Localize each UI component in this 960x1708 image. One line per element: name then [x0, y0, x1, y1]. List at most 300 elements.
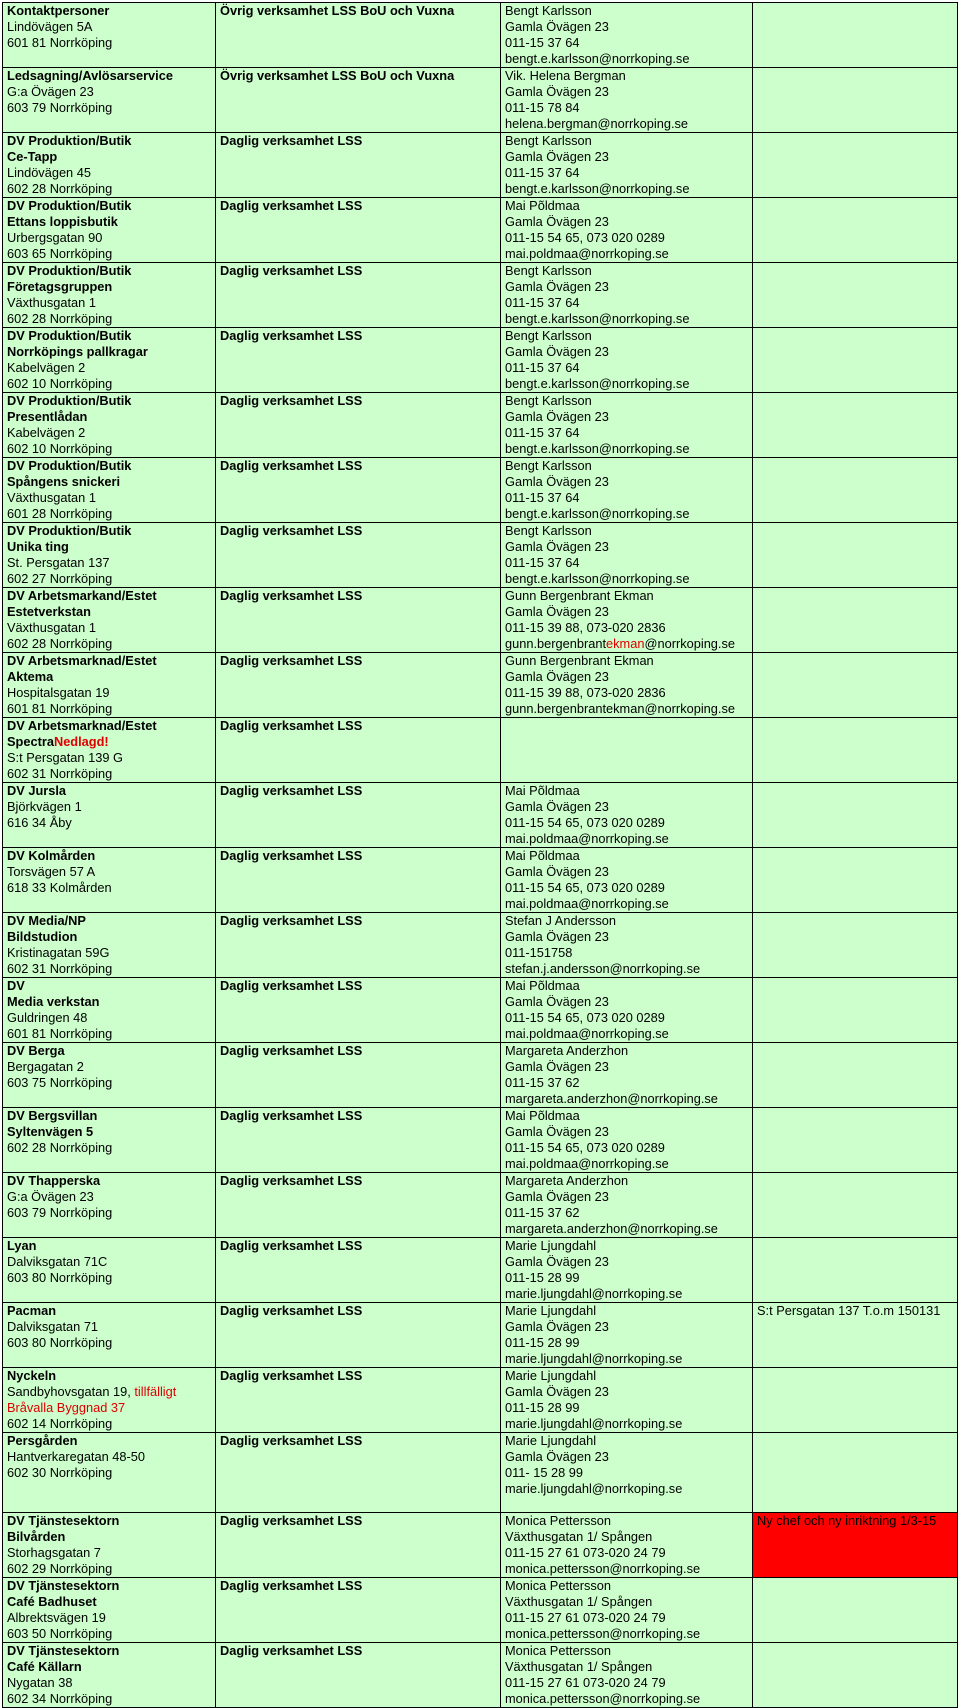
- verksamhet-label: Daglig verksamhet LSS: [220, 1173, 363, 1188]
- verksamhet-cell: [216, 1108, 501, 1173]
- contact-line: bengt.e.karlsson@norrkoping.se: [505, 311, 690, 326]
- unit-text: Kontaktpersoner: [7, 3, 110, 18]
- unit-address-line: [7, 571, 211, 587]
- contact-line: 011-151758: [505, 945, 573, 960]
- unit-text: 602 28 Norrköping: [7, 311, 113, 326]
- unit-address-line: [7, 1626, 211, 1642]
- table-row: [3, 1303, 958, 1368]
- contact-cell: [501, 198, 753, 263]
- contact-cell: [501, 718, 753, 783]
- contact-cell: [501, 783, 753, 848]
- unit-text: 603 75 Norrköping: [7, 1075, 113, 1090]
- unit-text: 602 28 Norrköping: [7, 181, 113, 196]
- unit-address-line: [7, 766, 211, 782]
- contact-line: 011-15 54 65, 073 020 0289: [505, 815, 665, 830]
- unit-address-line: [7, 100, 211, 116]
- unit-text: 601 81 Norrköping: [7, 701, 113, 716]
- unit-text: Bildstudion: [7, 929, 78, 944]
- contact-line: marie.ljungdahl@norrkoping.se: [505, 1286, 683, 1301]
- contact-line: Monica Pettersson: [505, 1643, 611, 1658]
- verksamhet-cell: [216, 1043, 501, 1108]
- contact-line: mai.poldmaa@norrkoping.se: [505, 831, 669, 846]
- unit-cell: [3, 1108, 216, 1173]
- unit-text: Lyan: [7, 1238, 37, 1253]
- table-row: [3, 653, 958, 718]
- unit-address-line: [7, 1319, 211, 1335]
- contact-line: 011-15 54 65, 073 020 0289: [505, 1010, 665, 1025]
- contact-line: helena.bergman@norrkoping.se: [505, 116, 689, 131]
- note-cell: [753, 1303, 958, 1368]
- unit-text: Bilvården: [7, 1529, 66, 1544]
- unit-address-line: [7, 441, 211, 457]
- contact-line: Gamla Övägen 23: [505, 1059, 609, 1074]
- unit-text: 602 34 Norrköping: [7, 1691, 113, 1706]
- unit-name: [7, 1303, 211, 1319]
- contact-line: Gamla Övägen 23: [505, 669, 609, 684]
- verksamhet-label: Daglig verksamhet LSS: [220, 1238, 363, 1253]
- unit-name: [7, 409, 211, 425]
- unit-text: Urbergsgatan 90: [7, 230, 103, 245]
- contact-line: Marie Ljungdahl: [505, 1368, 597, 1383]
- contact-line: 011-15 37 62: [505, 1205, 580, 1220]
- contact-line: Växthusgatan 1/ Spången: [505, 1594, 653, 1609]
- contact-cell: [501, 458, 753, 523]
- unit-text: Nygatan 38: [7, 1675, 73, 1690]
- unit-address-line: [7, 490, 211, 506]
- contact-line: Monica Pettersson: [505, 1578, 611, 1593]
- contact-line: Monica Pettersson: [505, 1513, 611, 1528]
- unit-address-line: [7, 945, 211, 961]
- unit-name: [7, 1513, 211, 1529]
- unit-text: 602 14 Norrköping: [7, 1416, 113, 1431]
- contact-cell: [501, 1043, 753, 1108]
- unit-name: [7, 604, 211, 620]
- contact-cell: [501, 263, 753, 328]
- contact-table: [2, 2, 958, 1708]
- unit-text: DV Produktion/Butik: [7, 458, 132, 473]
- verksamhet-cell: [216, 1238, 501, 1303]
- verksamhet-cell: [216, 588, 501, 653]
- table-row: [3, 328, 958, 393]
- contact-line: Gamla Övägen 23: [505, 344, 609, 359]
- table-row: [3, 1173, 958, 1238]
- note-text: S:t Persgatan 137 T.o.m 150131: [757, 1303, 941, 1318]
- table-row: [3, 1368, 958, 1433]
- contact-line: mai.poldmaa@norrkoping.se: [505, 896, 669, 911]
- unit-cell: [3, 1578, 216, 1643]
- unit-cell: [3, 3, 216, 68]
- contact-line: 011-15 37 62: [505, 1075, 580, 1090]
- contact-cell: [501, 1108, 753, 1173]
- verksamhet-label: Daglig verksamhet LSS: [220, 1043, 363, 1058]
- verksamhet-cell: [216, 458, 501, 523]
- unit-name: [7, 1643, 211, 1659]
- note-cell: [753, 523, 958, 588]
- contact-line: Mai Põldmaa: [505, 783, 580, 798]
- table-row: [3, 3, 958, 68]
- note-cell: [753, 1238, 958, 1303]
- contact-line: 011-15 54 65, 073 020 0289: [505, 230, 665, 245]
- unit-text: 602 31 Norrköping: [7, 766, 113, 781]
- note-cell: [753, 1643, 958, 1708]
- verksamhet-cell: [216, 68, 501, 133]
- unit-text: Växthusgatan 1: [7, 295, 96, 310]
- unit-text: Norrköpings pallkragar: [7, 344, 148, 359]
- contact-line: Mai Põldmaa: [505, 198, 580, 213]
- note-text: Ny chef och ny inriktning 1/3-15: [757, 1513, 937, 1528]
- note-cell: [753, 718, 958, 783]
- table-row: [3, 1578, 958, 1643]
- unit-name: [7, 1124, 211, 1140]
- unit-text: 616 34 Åby: [7, 815, 72, 830]
- verksamhet-label: Daglig verksamhet LSS: [220, 1513, 363, 1528]
- unit-name: [7, 1433, 211, 1449]
- table-row: [3, 458, 958, 523]
- note-cell: [753, 1173, 958, 1238]
- unit-text: DV Tjänstesektorn: [7, 1643, 120, 1658]
- unit-address-line: [7, 360, 211, 376]
- unit-name: [7, 393, 211, 409]
- unit-text: Lindövägen 45: [7, 165, 91, 180]
- note-cell: [753, 198, 958, 263]
- verksamhet-cell: [216, 198, 501, 263]
- unit-address-line: [7, 1075, 211, 1091]
- unit-name: [7, 214, 211, 230]
- contact-line: Bengt Karlsson: [505, 133, 592, 148]
- verksamhet-label: Daglig verksamhet LSS: [220, 1303, 363, 1318]
- contact-line: margareta.anderzhon@norrkoping.se: [505, 1221, 718, 1236]
- verksamhet-cell: [216, 1173, 501, 1238]
- contact-cell: [501, 1578, 753, 1643]
- note-cell: [753, 848, 958, 913]
- unit-address-line: [7, 799, 211, 815]
- unit-name: [7, 68, 211, 84]
- unit-address-line: [7, 1400, 211, 1416]
- unit-text: 602 27 Norrköping: [7, 571, 113, 586]
- unit-text: 602 28 Norrköping: [7, 636, 113, 651]
- unit-address-line: [7, 181, 211, 197]
- note-cell: [753, 263, 958, 328]
- unit-text: DV Kolmården: [7, 848, 96, 863]
- unit-text: S:t Persgatan 139 G: [7, 750, 123, 765]
- unit-address-line: [7, 1254, 211, 1270]
- table-row: [3, 848, 958, 913]
- unit-text: 601 81 Norrköping: [7, 1026, 113, 1041]
- unit-name: [7, 1578, 211, 1594]
- unit-cell: [3, 1043, 216, 1108]
- unit-text: Växthusgatan 1: [7, 490, 96, 505]
- unit-address-line: [7, 1691, 211, 1707]
- contact-line: Gamla Övägen 23: [505, 149, 609, 164]
- unit-name: [7, 458, 211, 474]
- verksamhet-label: Daglig verksamhet LSS: [220, 653, 363, 668]
- note-cell: [753, 588, 958, 653]
- contact-line: Gamla Övägen 23: [505, 19, 609, 34]
- verksamhet-label: Daglig verksamhet LSS: [220, 393, 363, 408]
- unit-text: DV Jursla: [7, 783, 67, 798]
- unit-address-line: [7, 555, 211, 571]
- verksamhet-label: Daglig verksamhet LSS: [220, 588, 363, 603]
- verksamhet-cell: [216, 718, 501, 783]
- unit-text: DV Thapperska: [7, 1173, 101, 1188]
- contact-line: Gamla Övägen 23: [505, 539, 609, 554]
- table-row: [3, 133, 958, 198]
- verksamhet-label: Övrig verksamhet LSS BoU och Vuxna: [220, 3, 455, 18]
- contact-line: Gamla Övägen 23: [505, 84, 609, 99]
- unit-cell: [3, 588, 216, 653]
- contact-line: Gamla Övägen 23: [505, 409, 609, 424]
- contact-line: Gamla Övägen 23: [505, 604, 609, 619]
- contact-line: Gamla Övägen 23: [505, 1124, 609, 1139]
- unit-address-line: [7, 1416, 211, 1432]
- note-cell: [753, 393, 958, 458]
- table-row: [3, 68, 958, 133]
- unit-name: [7, 133, 211, 149]
- contact-line: Växthusgatan 1/ Spången: [505, 1659, 653, 1674]
- unit-text: Syltenvägen 5: [7, 1124, 94, 1139]
- unit-name: [7, 3, 211, 19]
- contact-line: Gamla Övägen 23: [505, 1254, 609, 1269]
- contact-cell: [501, 653, 753, 718]
- unit-text: Nyckeln: [7, 1368, 57, 1383]
- verksamhet-cell: [216, 978, 501, 1043]
- highlight-text: tillfälligt: [134, 1384, 177, 1399]
- unit-address-line: [7, 750, 211, 766]
- verksamhet-label: Daglig verksamhet LSS: [220, 1108, 363, 1123]
- table-row: [3, 1643, 958, 1708]
- contact-line: 011-15 28 99: [505, 1335, 580, 1350]
- unit-text: 601 81 Norrköping: [7, 35, 113, 50]
- verksamhet-label: Daglig verksamhet LSS: [220, 1643, 363, 1658]
- unit-text: 603 79 Norrköping: [7, 1205, 113, 1220]
- contact-line: Marie Ljungdahl: [505, 1303, 597, 1318]
- unit-text: 618 33 Kolmården: [7, 880, 112, 895]
- note-cell: [753, 3, 958, 68]
- verksamhet-cell: [216, 1368, 501, 1433]
- contact-line: Gamla Övägen 23: [505, 1319, 609, 1334]
- contact-line: Gamla Övägen 23: [505, 1384, 609, 1399]
- contact-line: monica.pettersson@norrkoping.se: [505, 1626, 701, 1641]
- contact-line: 011-15 37 64: [505, 35, 580, 50]
- unit-text: Media verkstan: [7, 994, 100, 1009]
- unit-address-line: [7, 1140, 211, 1156]
- contact-line: Gamla Övägen 23: [505, 474, 609, 489]
- unit-cell: [3, 1368, 216, 1433]
- unit-text: DV Berga: [7, 1043, 65, 1058]
- unit-text: G:a Övägen 23: [7, 84, 94, 99]
- unit-name: [7, 978, 211, 994]
- note-cell: [753, 1108, 958, 1173]
- unit-name: [7, 1238, 211, 1254]
- contact-line: 011- 15 28 99: [505, 1465, 584, 1480]
- contact-cell: [501, 913, 753, 978]
- unit-name: [7, 783, 211, 799]
- unit-name: [7, 1659, 211, 1675]
- contact-cell: [501, 978, 753, 1043]
- unit-name: [7, 848, 211, 864]
- verksamhet-cell: [216, 1578, 501, 1643]
- contact-line: monica.pettersson@norrkoping.se: [505, 1691, 701, 1706]
- unit-text: 602 29 Norrköping: [7, 1561, 113, 1576]
- unit-text: Sandbyhovsgatan 19,: [7, 1384, 135, 1399]
- verksamhet-label: Daglig verksamhet LSS: [220, 848, 363, 863]
- contact-line: bengt.e.karlsson@norrkoping.se: [505, 51, 690, 66]
- verksamhet-cell: [216, 1513, 501, 1578]
- unit-text: Växthusgatan 1: [7, 620, 96, 635]
- verksamhet-cell: [216, 523, 501, 588]
- unit-text: DV Produktion/Butik: [7, 523, 132, 538]
- unit-text: DV Bergsvillan: [7, 1108, 98, 1123]
- note-cell: [753, 458, 958, 523]
- contact-cell: [501, 1238, 753, 1303]
- note-cell: [753, 68, 958, 133]
- verksamhet-cell: [216, 848, 501, 913]
- table-row: [3, 1513, 958, 1578]
- unit-cell: [3, 393, 216, 458]
- contact-line: 011-15 27 61 073-020 24 79: [505, 1610, 666, 1625]
- unit-address-line: [7, 1384, 211, 1400]
- contact-line: 011-15 27 61 073-020 24 79: [505, 1545, 666, 1560]
- contact-line: 011-15 37 64: [505, 295, 580, 310]
- table-row: [3, 783, 958, 848]
- unit-text: 603 50 Norrköping: [7, 1626, 113, 1641]
- unit-text: DV Arbetsmarknad/Estet: [7, 718, 157, 733]
- unit-text: G:a Övägen 23: [7, 1189, 94, 1204]
- email-part: @norrkoping.se: [644, 636, 735, 651]
- unit-text: DV Arbetsmarknad/Estet: [7, 653, 157, 668]
- highlight-text: Nedlagd!: [53, 734, 109, 749]
- unit-text: DV Tjänstesektorn: [7, 1513, 120, 1528]
- contact-cell: [501, 393, 753, 458]
- unit-address-line: [7, 425, 211, 441]
- table-row: [3, 1043, 958, 1108]
- contact-cell: [501, 1173, 753, 1238]
- unit-address-line: [7, 636, 211, 652]
- note-cell: [753, 1433, 958, 1513]
- unit-cell: [3, 1303, 216, 1368]
- unit-text: Presentlådan: [7, 409, 88, 424]
- contact-email: [505, 636, 748, 652]
- unit-address-line: [7, 230, 211, 246]
- contact-line: Bengt Karlsson: [505, 263, 592, 278]
- verksamhet-label: Daglig verksamhet LSS: [220, 133, 363, 148]
- contact-cell: [501, 1368, 753, 1433]
- unit-text: Guldringen 48: [7, 1010, 88, 1025]
- contact-line: 011-15 54 65, 073 020 0289: [505, 880, 665, 895]
- unit-name: [7, 913, 211, 929]
- unit-cell: [3, 1513, 216, 1578]
- contact-line: 011-15 37 64: [505, 555, 580, 570]
- unit-text: 602 31 Norrköping: [7, 961, 113, 976]
- contact-line: Gamla Övägen 23: [505, 864, 609, 879]
- unit-text: Ettans loppisbutik: [7, 214, 118, 229]
- contact-cell: [501, 68, 753, 133]
- unit-text: DV Produktion/Butik: [7, 393, 132, 408]
- unit-text: Kabelvägen 2: [7, 425, 86, 440]
- unit-cell: [3, 133, 216, 198]
- verksamhet-cell: [216, 653, 501, 718]
- contact-line: 011-15 39 88, 073-020 2836: [505, 685, 666, 700]
- contact-table-body: [3, 3, 958, 1708]
- contact-line: Bengt Karlsson: [505, 328, 592, 343]
- unit-text: St. Persgatan 137: [7, 555, 110, 570]
- unit-address-line: [7, 701, 211, 717]
- contact-line: mai.poldmaa@norrkoping.se: [505, 246, 669, 261]
- table-row: [3, 1433, 958, 1513]
- contact-line: mai.poldmaa@norrkoping.se: [505, 1026, 669, 1041]
- unit-name: [7, 929, 211, 945]
- unit-address-line: [7, 35, 211, 51]
- contact-cell: [501, 1643, 753, 1708]
- unit-text: Albrektsvägen 19: [7, 1610, 106, 1625]
- unit-name: [7, 669, 211, 685]
- contact-line: bengt.e.karlsson@norrkoping.se: [505, 506, 690, 521]
- contact-line: Gamla Övägen 23: [505, 1189, 609, 1204]
- unit-address-line: [7, 165, 211, 181]
- unit-text: Hantverkaregatan 48-50: [7, 1449, 146, 1464]
- verksamhet-cell: [216, 783, 501, 848]
- unit-text: Dalviksgatan 71C: [7, 1254, 108, 1269]
- verksamhet-label: Daglig verksamhet LSS: [220, 913, 363, 928]
- note-cell: [753, 913, 958, 978]
- contact-line: Marie Ljungdahl: [505, 1238, 597, 1253]
- note-cell: [753, 783, 958, 848]
- unit-text: 602 10 Norrköping: [7, 441, 113, 456]
- unit-name: [7, 734, 211, 750]
- contact-line: 011-15 37 64: [505, 360, 580, 375]
- contact-line: Mai Põldmaa: [505, 848, 580, 863]
- table-row: [3, 198, 958, 263]
- unit-text: Ce-Tapp: [7, 149, 58, 164]
- verksamhet-label: Daglig verksamhet LSS: [220, 783, 363, 798]
- unit-address-line: [7, 1026, 211, 1042]
- unit-text: Lindövägen 5A: [7, 19, 93, 34]
- verksamhet-label: Daglig verksamhet LSS: [220, 1368, 363, 1383]
- unit-text: DV Produktion/Butik: [7, 263, 132, 278]
- verksamhet-cell: [216, 133, 501, 198]
- contact-line: Gamla Övägen 23: [505, 279, 609, 294]
- unit-text: Spectra: [7, 734, 54, 749]
- note-cell: [753, 1513, 958, 1578]
- verksamhet-label: Daglig verksamhet LSS: [220, 978, 363, 993]
- highlight-text: Bråvalla Byggnad 37: [7, 1400, 126, 1415]
- note-cell: [753, 328, 958, 393]
- note-cell: [753, 1043, 958, 1108]
- unit-name: [7, 263, 211, 279]
- contact-line: Margareta Anderzhon: [505, 1043, 629, 1058]
- unit-cell: [3, 783, 216, 848]
- contact-line: marie.ljungdahl@norrkoping.se: [505, 1481, 683, 1496]
- contact-cell: [501, 523, 753, 588]
- unit-name: [7, 1529, 211, 1545]
- unit-text: Spångens snickeri: [7, 474, 121, 489]
- contact-line: bengt.e.karlsson@norrkoping.se: [505, 441, 690, 456]
- unit-text: Estetverkstan: [7, 604, 91, 619]
- unit-address-line: [7, 84, 211, 100]
- contact-line: Gamla Övägen 23: [505, 1449, 609, 1464]
- unit-text: DV: [7, 978, 25, 993]
- note-cell: [753, 1578, 958, 1643]
- verksamhet-label: Daglig verksamhet LSS: [220, 458, 363, 473]
- contact-line: mai.poldmaa@norrkoping.se: [505, 1156, 669, 1171]
- unit-address-line: [7, 1545, 211, 1561]
- verksamhet-label: Daglig verksamhet LSS: [220, 198, 363, 213]
- unit-text: 602 28 Norrköping: [7, 1140, 113, 1155]
- unit-text: Ledsagning/Avlösarservice: [7, 68, 173, 83]
- unit-address-line: [7, 1205, 211, 1221]
- unit-address-line: [7, 295, 211, 311]
- unit-text: DV Produktion/Butik: [7, 198, 132, 213]
